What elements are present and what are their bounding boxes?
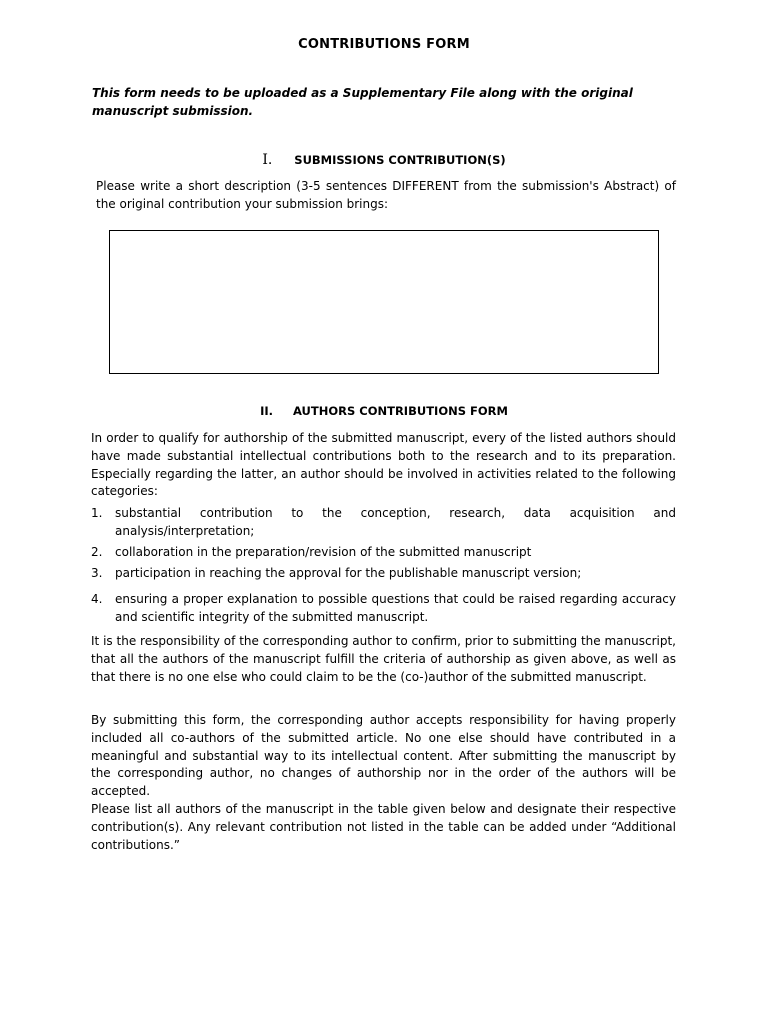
section-1-number: I.	[262, 152, 273, 168]
responsibility-paragraph: It is the responsibility of the corresponding author to confirm, prior to submitting the manuscript, that all the authors of the manuscript fulfill the criteria of authorship as given above, as well as that there is no one else who could claim to be the (co-)author of the submitted manuscript.	[91, 634, 676, 684]
list-authors-paragraph: Please list all authors of the manuscript in the table given below and designate their respective contribution(s). Any relevant contribution not listed in the table can be added under “Additional contributions.”	[91, 802, 676, 852]
list-item	[91, 565, 676, 583]
list-item	[91, 505, 676, 541]
list-item-number: 2.	[91, 545, 103, 559]
intro-note: This form needs to be uploaded as a Supplementary File along with the original manuscript submission.	[92, 86, 633, 118]
list-item-number: 4.	[91, 592, 103, 606]
section-1-description: Please write a short description (3-5 sentences DIFFERENT from the submission's Abstract) of the original contribution your submission brings:	[96, 179, 676, 211]
section-2-number: II.	[260, 404, 273, 418]
list-item-text: collaboration in the preparation/revision of the submitted manuscript	[115, 545, 532, 559]
list-item-number: 1.	[91, 506, 103, 520]
list-item-number: 3.	[91, 566, 103, 580]
section-1-title: SUBMISSIONS CONTRIBUTION(S)	[294, 153, 506, 167]
list-item-text: participation in reaching the approval for the publishable manuscript version;	[115, 566, 582, 580]
page-title: CONTRIBUTIONS FORM	[298, 37, 470, 52]
section-2-title: AUTHORS CONTRIBUTIONS FORM	[293, 404, 508, 418]
list-item	[91, 544, 676, 562]
list-item	[91, 591, 676, 627]
authorship-paragraph: In order to qualify for authorship of the submitted manuscript, every of the listed authors should have made substantial intellectual contributions both to the research and to its preparation. Especially regarding the latter, an author should be involved in activities related to the following categories:	[91, 431, 676, 499]
section-2-heading	[0, 404, 768, 418]
list-item-text: substantial contribution to the conception, research, data acquisition and analysis/interpretation;	[115, 506, 676, 538]
acceptance-paragraph: By submitting this form, the corresponding author accepts responsibility for having properly included all co-authors of the submitted article. No one else should have contributed in a meaningful and substantial way to its intellectual content. After submitting the manuscript by the corresponding author, no changes of authorship nor in the order of the authors will be accepted.	[91, 713, 676, 799]
contribution-description-box[interactable]	[109, 230, 659, 374]
section-1-heading	[0, 152, 768, 168]
list-item-text: ensuring a proper explanation to possible questions that could be raised regarding accuracy and scientific integrity of the submitted manuscript.	[115, 592, 676, 624]
